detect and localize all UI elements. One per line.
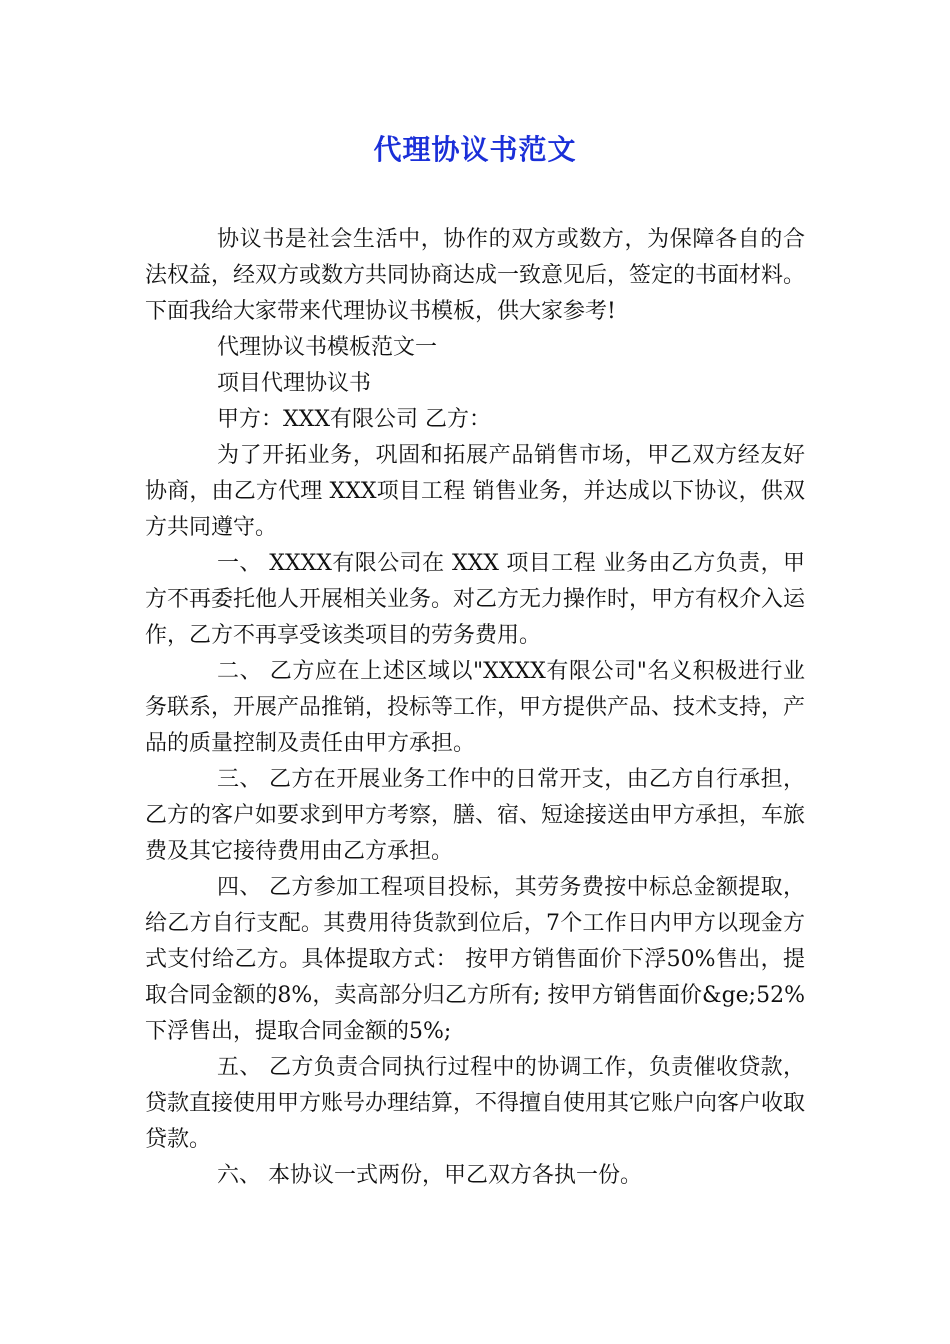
clause-4: 四、 乙方参加工程项目投标，其劳务费按中标总金额提取，给乙方自行支配。其费用待货款到位后，7个工作日内甲方以现金方式支付给乙方。具体提取方式： 按甲方销售面价下浮50%售出，提取合同金额的8%，卖高部分归乙方所有; 按甲方销售面价&ge;52%下浮售出，提取合同金额的5%; (145, 875, 805, 1044)
intro-paragraph: 协议书是社会生活中，协作的双方或数方，为保障各自的合法权益，经双方或数方共同协商达成一致意见后，签定的书面材料。下面我给大家带来代理协议书模板，供大家参考! (145, 227, 806, 324)
clause-3: 三、 乙方在开展业务工作中的日常开支，由乙方自行承担，乙方的客户如要求到甲方考察，膳、宿、短途接送由甲方承担，车旅费及其它接待费用由乙方承担。 (145, 767, 806, 864)
document-title: 代理协议书范文 (373, 133, 577, 166)
document-body (145, 222, 805, 1194)
preamble-paragraph: 为了开拓业务，巩固和拓展产品销售市场，甲乙双方经友好协商，由乙方代理 XXX项目工程 销售业务，并达成以下协议，供双方共同遵守。 (145, 443, 805, 540)
clause-1: 一、 XXXX有限公司在 XXX 项目工程 业务由乙方负责，甲方不再委托他人开展相关业务。对乙方无力操作时，甲方有权介入运作，乙方不再享受该类项目的劳务费用。 (145, 551, 806, 648)
clause-2: 二、 乙方应在上述区域以"XXXX有限公司"名义积极进行业务联系，开展产品推销，投标等工作，甲方提供产品、技术支持，产品的质量控制及责任由甲方承担。 (145, 659, 806, 756)
parties-line: 甲方：XXX有限公司 乙方： (217, 407, 491, 432)
clause-5: 五、 乙方负责合同执行过程中的协调工作，负责催收贷款，贷款直接使用甲方账号办理结算，不得擅自使用其它账户向客户收取贷款。 (145, 1055, 806, 1152)
agreement-heading: 项目代理协议书 (217, 371, 372, 396)
clause-6: 六、 本协议一式两份，甲乙双方各执一份。 (217, 1163, 642, 1188)
section-heading: 代理协议书模板范文一 (217, 335, 438, 360)
